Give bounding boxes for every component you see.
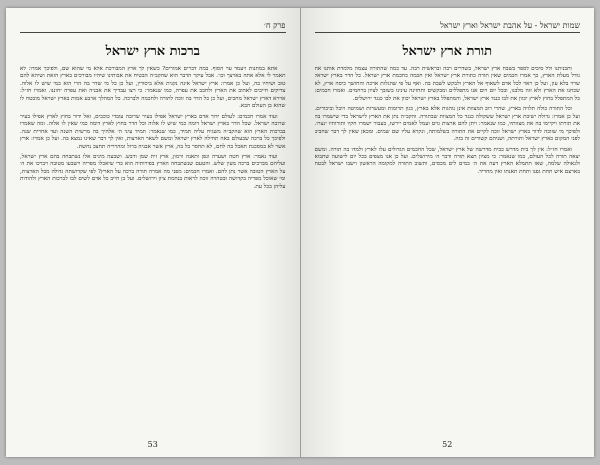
paragraph: ועוד נאמר: ארץ חטה ושערה וגפן ותאנה ורמון, ארץ זית שמן ודבש. ושבעה מינים אלו נשתבחה בהם ארץ ישראל, ועליהם מברכים ברכה מעין שלש. והטעם שנשתבחה הארץ בפירותיה הוא כדי שיאכלו מפריה וישבעו מטובה ויברכו את ה׳ על הארץ הטובה אשר נתן להם. ואמרו חכמים: מפני מה אמרה תורה ברכה על הארץ? לפי שקדושתה גדולה מכל הארצות, ומי שאוכל מפריה בקדושה ובטהרה זוכה לראות בנחמת ציון וירושלים. ועל כן חייב כל אדם לשים לבו לברכות הארץ ולהודות עליהן בכל עת. xyxy=(20,153,286,190)
chapter-label: פרק ח׳ xyxy=(263,21,286,30)
right-page xyxy=(301,8,595,457)
chapter-title: תורת ארץ ישראל xyxy=(402,44,493,59)
paragraph: ואמרו חז״ל: אין לך בית מדרש כבית מדרשה של ארץ ישראל, שכל החכמים הגדולים עלו לארץ ולמדו בה תורה. ומשם יצאה תורה לכל העולם, כמו שנאמר: כי מציון תצא תורה ודבר ה׳ מירושלים. ועל כן אנו מצפים בכל יום לישועה שתבוא ולגאולה שלמה, שאז תתמלא הארץ דעה את ה׳ כמים לים מכסים, ותשוב התורה למקומה הראשון וישבו ישראל לבטח בארצם איש תחת גפנו ותחת תאנתו ואין מחריד. xyxy=(314,146,580,175)
left-page xyxy=(6,8,300,457)
book-spread xyxy=(6,8,594,457)
book-title-header: שמות ישראל - על אהבת ישראל וארץ ישראל xyxy=(440,21,580,30)
page-number: 53 xyxy=(147,440,158,449)
body-text xyxy=(315,66,581,422)
paragraph: אתא במתנות ויעמד ער הסוף. במה דברים אמורים? כשאין לך ארץ המבורכת אלא מי שהוא שם, ולפיכך אמרו: לא תאמר לי אלא אתה בארצך וכו׳. אבל עיקר הדבר הוא שהקב״ה הבטיח את אבותינו שיהיו מבורכים בארץ הזאת ושיהא להם טוב ושיחיו בה, ועל כן אמרו: ארץ ישראל אינה נקנית אלא ביסורין, ועל כן כל מי שדר בה הרי הוא כמי שיש לו אלוה. צדיקים חייבים לאהוב את הארץ ולחבב את עפרה, כמו שנאמר: כי רצו עבדיך את אבניה ואת עפרה יחוננו. ואמרו חז״ל: אוירא דארץ ישראל מחכים, ועל כן כל הדר בה זוכה לתורה ולחכמה ולברכה. כל המהלך ארבע אמות בארץ ישראל מובטח לו שהוא בן העולם הבא. xyxy=(20,66,286,110)
body-text xyxy=(20,66,286,422)
running-head xyxy=(20,18,286,33)
chapter-title: ברכות ארץ ישראל xyxy=(105,44,200,59)
paragraph: וכל התורה כולה תלויה בארץ, שהרי רוב המצוות אינן נוהגות אלא בארץ, כגון תרומות ומעשרות ושמיטה ויובל וביכורים. ועל כן אמרו: גדולה ישיבת ארץ ישראל ששקולה כנגד כל המצוות שבתורה. והקב״ה נתן את הארץ לישראל כדי שישמרו בה את תורתו ויקיימו בה את מצוותיו, כמו שנאמר: ויתן להם ארצות גוים ועמל לאמים יירשו, בעבור ישמרו חקיו ותורותיו ינצרו. ולפיכך מי שזוכה לדור בארץ ישראל זוכה לקיים את התורה בשלמותה, ונקרא עליו שם שמים. ומכאן שאין לך דבר שחביב לפני המקום כארץ ישראל ותורתה, ושניהם קשורים זה בזה. xyxy=(314,106,580,143)
page-number: 52 xyxy=(442,440,453,449)
paragraph: ותכניתנו ולל סיבים לספר בשבח ארץ ישראל, בשדרים רבה ובראשית רבה. עד כמה שהתורה עצמה מלמדת אותנו את גודל מעלת הארץ, כך אמרו חכמים שאין תורה כתורת ארץ ישראל ואין חכמה כחכמת ארץ ישראל. כל הדר בארץ ישראל שרוי בלא עון, ועל כן ראוי לכל אדם לשאוף אל הארץ ולבקש לשבת בה. ואף על פי שהגלות ארכה והחושך כיסה ארץ, לא שכחנו את הארץ ולא זזה מלבנו, ובכל יום ויום אנו מתפללים ומבקשים ותחזינה עינינו בשובך לציון ברחמים. ואמרו חכמים: כל המתפלל בחוץ לארץ יכוון את לבו כנגד ארץ ישראל, והמתפלל בארץ ישראל יכוון את לבו כנגד ירושלים. xyxy=(314,66,580,102)
paragraph: ועוד אמרו חכמים: לעולם ידור אדם בארץ ישראל אפילו בעיר שרובה עובדי כוכבים, ואל ידור בחוץ לארץ אפילו בעיר שרובה ישראל. שכל הדר בארץ ישראל דומה כמי שיש לו אלוה וכל הדר בחוץ לארץ דומה כמי שאין לו אלוה. ומה שאמרו בברכות הארץ הוא שהקב״ה משגיח עליה תמיד, כמו שנאמר: תמיד עיני ה׳ אלהיך בה מרשית השנה ועד אחרית שנה. ולפיכך כל ברכה שבעולם באה תחילה לארץ ישראל ומשם לשאר הארצות, ואין לך דבר שאינו נמצא בה. ועל כן אמרו: ארץ אשר לא במסכנת תאכל בה לחם, לא תחסר כל בה, ארץ אשר אבניה ברזל ומהרריה תחצב נחשת. xyxy=(20,113,286,150)
running-head xyxy=(315,18,581,33)
